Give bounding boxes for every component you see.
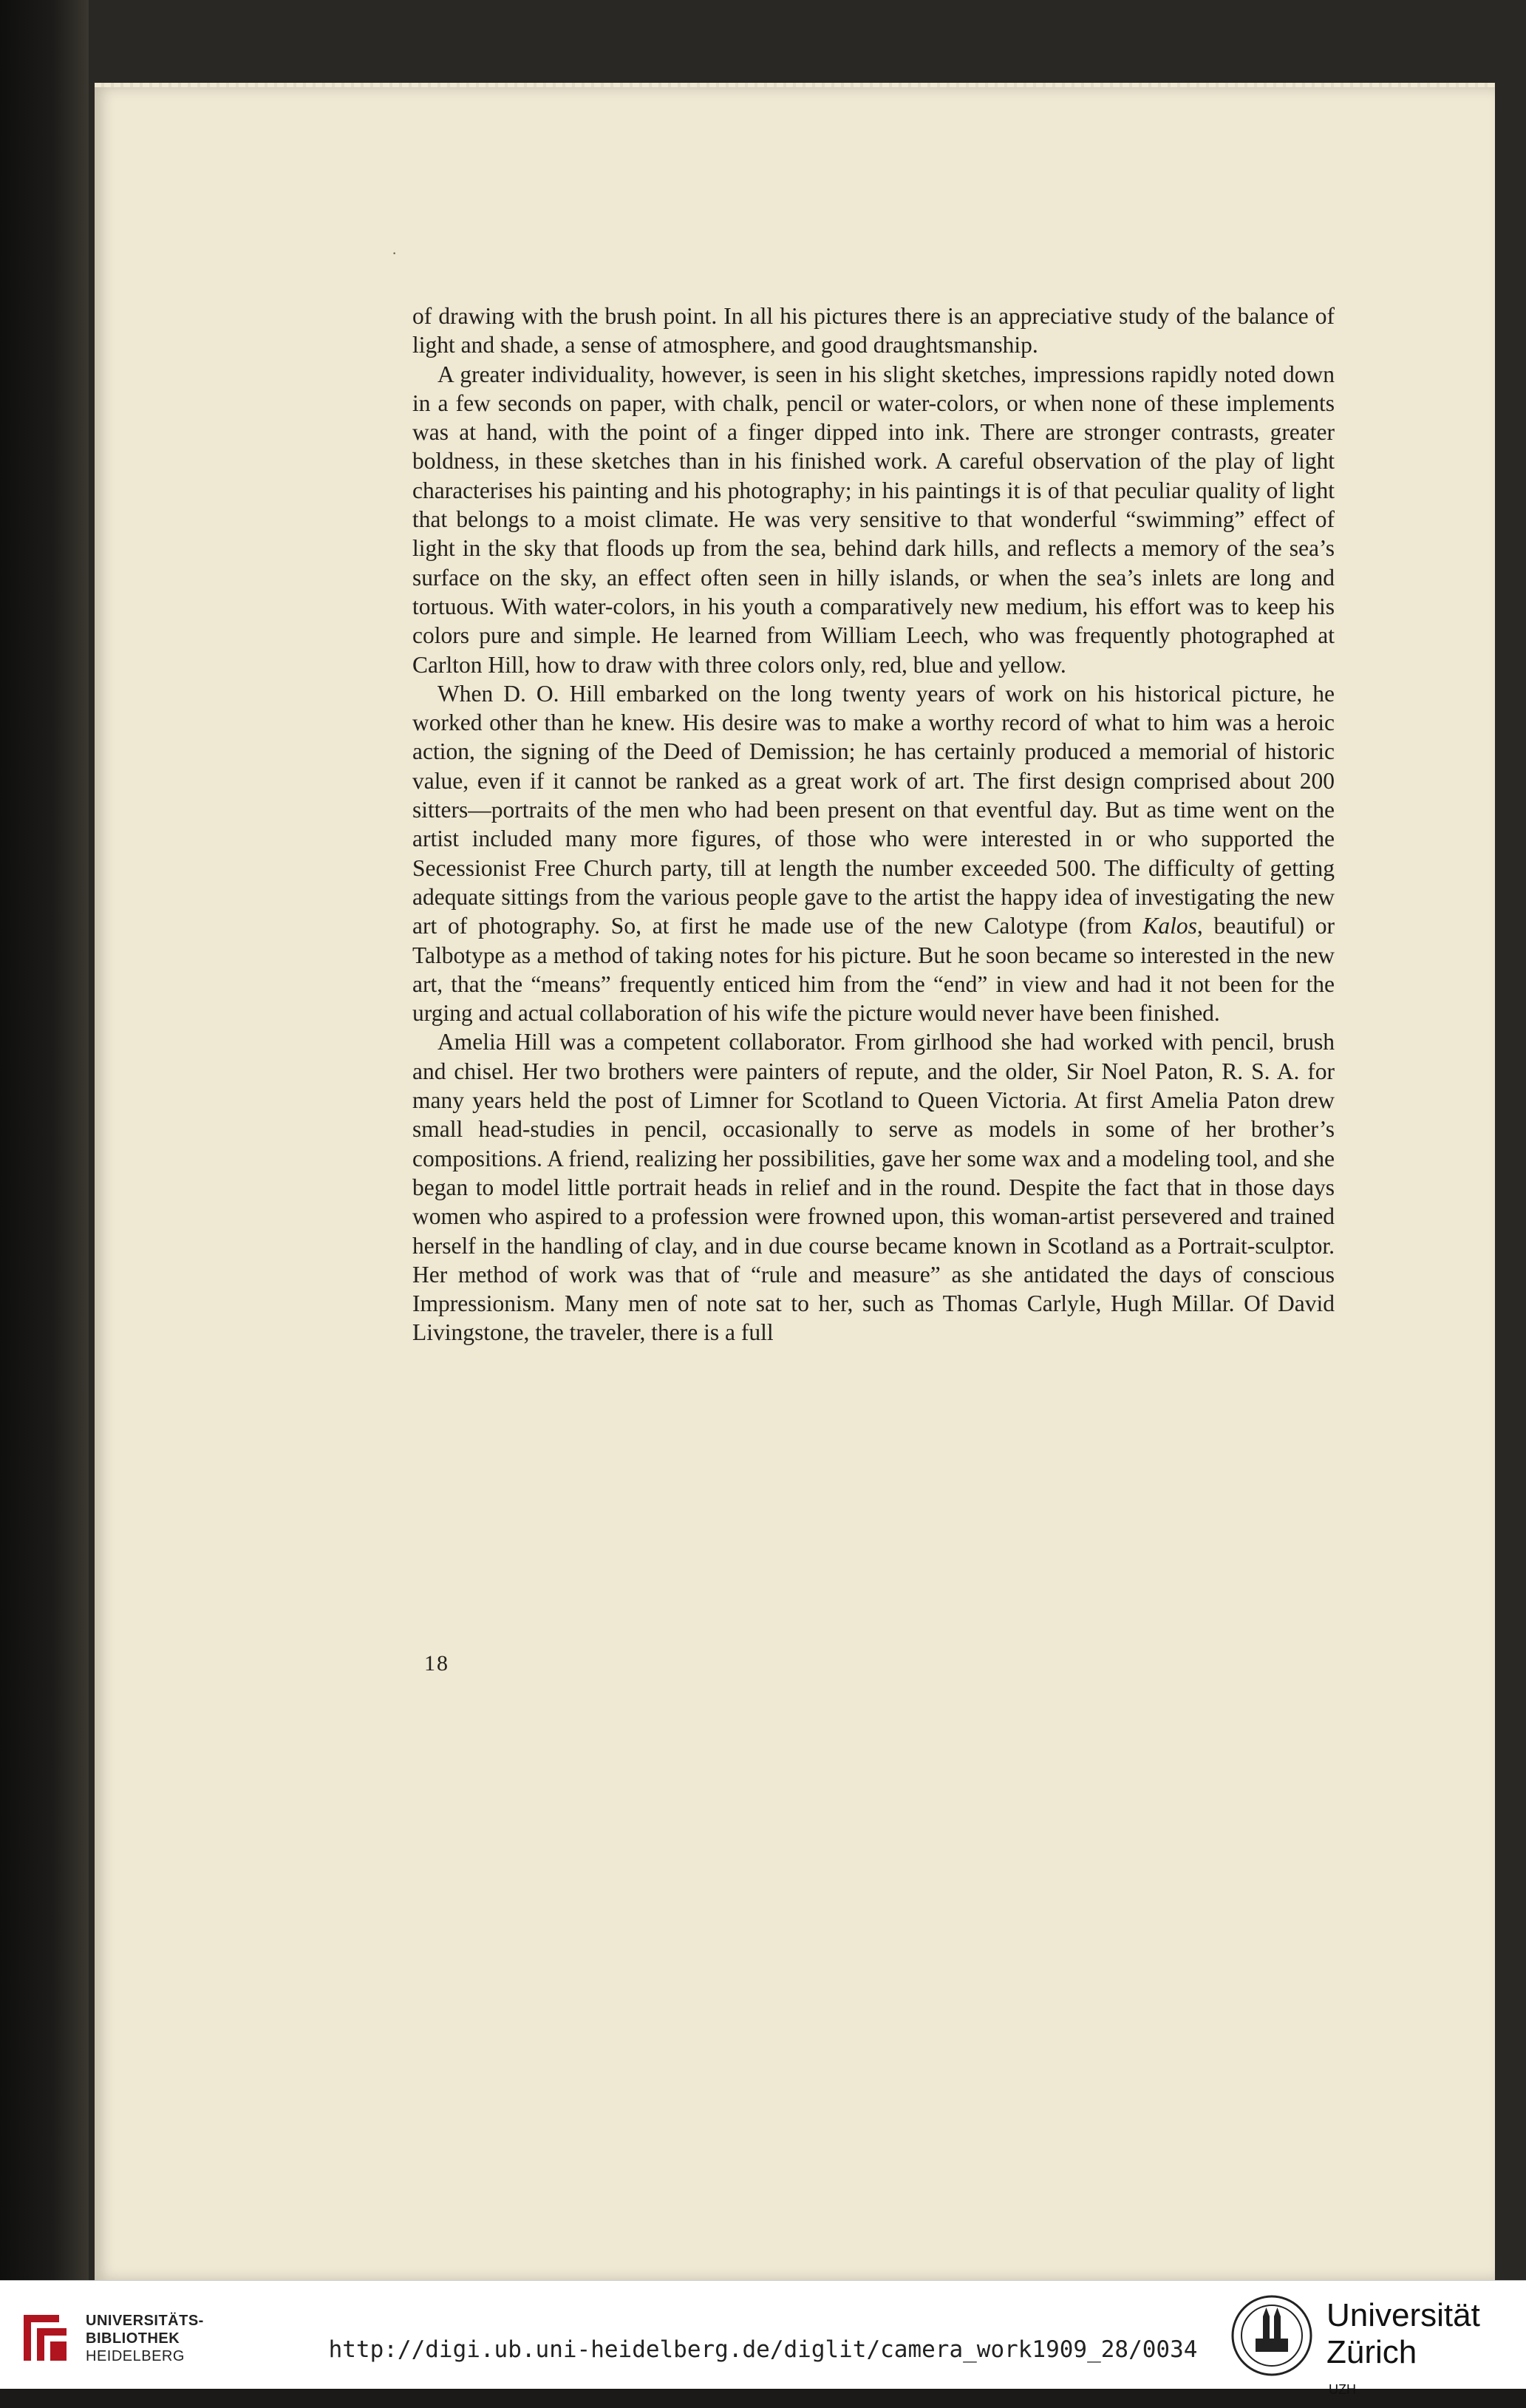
document-url-link[interactable]: http://digi.ub.uni-heidelberg.de/diglit/camera_work1909_28/0034 — [328, 2336, 1198, 2363]
uzh-name-line-1: Universität — [1326, 2297, 1480, 2333]
paragraph-1: of drawing with the brush point. In all his pictures there is an appreciative study of the balance of light and shade, a sense of atmosphere, and good draughtsmanship. — [412, 303, 1335, 358]
university-seal-icon — [1230, 2294, 1313, 2377]
body-text — [412, 302, 1335, 1347]
paragraph-3-part-2: , beautiful) or Talbotype as a method of taking notes for his picture. But he soon became so interested in the new art, that the “means” frequently enticed him from the “end” in view and had it not been for the urging and actual collaboration of his wife the picture would never have been finished. — [412, 913, 1335, 1027]
paragraph-4: Amelia Hill was a competent collaborator. From girlhood she had worked with pencil, brush and chisel. Her two brothers were painters of repute, and the older, Sir Noel Paton, R. S. A. for many years held the post of Limner for Scotland to Queen Victoria. At first Amelia Paton drew small head-studies in pencil, occasionally to serve as models in some of her brother’s compositions. A friend, realizing her possibilities, gave her some wax and a modeling tool, and she began to model little portrait heads in relief and in the round. Despite the fact that in those days women who aspired to a profession were frowned upon, this woman-artist persevered and trained herself in the handling of clay, and in due course became known in Scotland as a Portrait-sculptor. Her method of work was that of “rule and measure” as she antidated the days of conscious Impressionism. Many men of note sat to her, such as Thomas Carlyle, Hugh Millar. Of David Livingstone, the traveler, there is a full — [412, 1029, 1335, 1346]
library-name-line-3: HEIDELBERG — [86, 2348, 185, 2364]
paragraph-3-part-1: When D. O. Hill embarked on the long twenty years of work on his historical picture, he worked other than he knew. His desire was to make a worthy record of what to him was a heroic action, the signing of the Deed of Demission; he has certainly produced a memorial of historic value, even if it cannot be ranked as a great work of art. The first design comprised about 200 sitters—portraits of the men who had been present on that eventful day. But as time went on the artist included many more figures, of those who were interested in or who supported the Secessionist Free Church party, till at length the number exceeded 500. The difficulty of getting adequate sittings from the various people gave to the artist the happy idea of investigating the new art of photography. So, at first he made use of the new Calotype (from — [412, 680, 1335, 939]
library-name-line-2: BIBLIOTHEK — [86, 2330, 180, 2347]
page-speck: · — [392, 244, 398, 262]
library-name-line-1: UNIVERSITÄTS- — [86, 2313, 204, 2329]
book-spine — [0, 0, 89, 2280]
page-number: 18 — [424, 1651, 449, 1676]
university-zurich-name — [1326, 2297, 1480, 2408]
uzh-name-line-2: Zürich UZH — [1326, 2334, 1480, 2408]
paragraph-3 — [412, 679, 1335, 1028]
kalos-italic: Kalos — [1142, 913, 1197, 939]
uzh-superscript: UZH — [1329, 2382, 1356, 2397]
viewer-footer — [0, 2280, 1526, 2397]
paragraph-2: A greater individuality, however, is seen in his slight sketches, impressions rapidly noted down in a few seconds on paper, with chalk, pencil or water-colors, or when none of these implements was at hand, with the point of a finger dipped into ink. There are stronger contrasts, greater boldness, in these sketches than in his finished work. A careful observation of the play of light characterises his painting and his photography; in his paintings it is of that peculiar quality of light that belongs to a moist climate. He was very sensitive to that wonderful “swimming” effect of light in the sky that floods up from the sea, behind dark hills, and reflects a memory of the sea’s surface on the sky, an effect often seen in hilly islands, or when the sea’s inlets are long and tortuous. With water-colors, in his youth a comparatively new medium, his effort was to keep his colors pure and simple. He learned from William Leech, who was frequently photographed at Carlton Hill, how to draw with three colors only, red, blue and yellow. — [412, 361, 1335, 678]
